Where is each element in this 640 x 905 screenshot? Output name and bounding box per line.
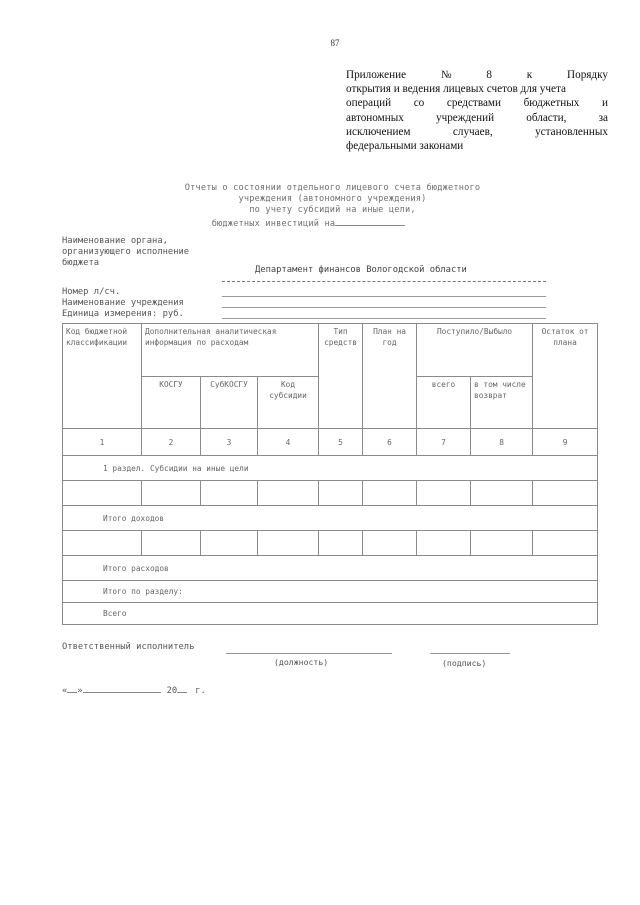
table-row [63,531,598,556]
position-caption: (должность) [274,657,329,667]
table-cell[interactable] [417,481,471,506]
table-cell[interactable] [471,531,533,556]
col-head-subkosgu: СубКОСГУ [201,377,258,429]
appendix-word: бюджетных [523,97,580,110]
col-head-kosgu: КОСГУ [142,377,201,429]
appendix-note [346,68,608,153]
col-number: 6 [363,429,417,456]
col-number: 8 [471,429,533,456]
table-cell[interactable] [319,531,363,556]
section-1-row: 1 раздел. Субсидии на иные цели [63,456,598,481]
organ-label-2: организующего исполнение [62,247,190,257]
report-title-line-2: учреждения (автономного учреждения) [238,194,427,204]
table-cell[interactable] [63,531,142,556]
report-title-line-4 [0,216,640,229]
date-line [62,684,206,696]
account-label: Номер л/сч. [62,287,121,297]
page-number: 87 [330,38,340,48]
table-cell[interactable] [417,531,471,556]
appendix-line-1 [346,68,608,82]
col-number: 7 [417,429,471,456]
appendix-line-5 [346,125,608,139]
col-head-type-funds: Тип средств [319,324,363,429]
account-field-line[interactable] [222,296,546,297]
table-cell[interactable] [201,531,258,556]
organ-label-3: бюджета [62,258,100,268]
appendix-line-6 [346,139,608,153]
col-number: 9 [533,429,598,456]
date-quote-close: » [77,686,83,696]
total-section-row: Итого по разделу: [63,581,598,603]
table-cell[interactable] [142,481,201,506]
appendix-word: Приложение [346,69,407,81]
position-line[interactable] [226,653,392,654]
appendix-line-3 [346,96,608,110]
appendix-word: случаев, [452,125,493,138]
report-date-blank[interactable] [335,216,405,226]
appendix-word: федеральными законами [346,140,464,153]
appendix-line-2 [346,82,608,96]
appendix-word: автономных [346,111,404,124]
col-head-total: всего [417,377,471,429]
report-title-date-label: бюджетных инвестиций на [211,219,336,229]
col-number: 4 [258,429,319,456]
col-head-remainder: Остаток от плана [533,324,598,429]
appendix-word: со [413,97,425,110]
table-cell[interactable] [63,481,142,506]
col-head-additional: Дополнительная аналитическая информация по расходам [142,324,319,377]
date-suffix: г. [195,686,206,696]
date-year-blank[interactable] [177,684,187,693]
appendix-word: № [440,69,452,81]
signature-caption: (подпись) [442,658,487,668]
report-table [62,323,598,625]
appendix-word: 8 [486,69,492,81]
institution-field-line[interactable] [222,307,546,308]
col-head-plan: План на год [363,324,417,429]
date-month-blank[interactable] [83,684,161,693]
grand-total-row: Всего [63,603,598,625]
institution-label: Наименование учреждения [62,298,184,308]
organ-value: Департамент финансов Вологодской области [255,265,467,275]
organ-label-1: Наименование органа, [62,236,168,246]
unit-field-line [222,318,546,319]
table-cell[interactable] [201,481,258,506]
appendix-word: области, [526,111,567,124]
table-cell[interactable] [471,481,533,506]
signature-line[interactable] [430,653,510,654]
total-income-row: Итого доходов [63,506,598,531]
appendix-word: к [526,69,533,81]
date-day-blank[interactable] [67,684,77,693]
col-number: 5 [319,429,363,456]
unit-label: Единица измерения: руб. [62,309,184,319]
report-title-line-1: Отчеты о состоянии отдельного лицевого счета бюджетного [184,183,481,193]
col-number: 3 [201,429,258,456]
appendix-word: установленных [535,125,608,138]
col-head-kod-subsidy: Код субсидии [258,377,319,429]
table-cell[interactable] [533,531,598,556]
table-cell[interactable] [363,531,417,556]
appendix-line-4 [346,111,608,125]
table-cell[interactable] [258,531,319,556]
col-head-incl-return: в том числе возврат [471,377,533,429]
date-year-prefix: 20 [166,686,178,696]
appendix-word: исключением [346,125,411,138]
table-cell[interactable] [363,481,417,506]
col-head-received: Поступило/Выбыло [417,324,533,377]
appendix-word: открытия и ведения лицевых счетов для учета [346,83,566,96]
col-number: 1 [63,429,142,456]
table-cell[interactable] [258,481,319,506]
table-cell[interactable] [142,531,201,556]
appendix-word: учреждений [435,111,495,124]
appendix-word: операций [346,97,392,110]
col-number: 2 [142,429,201,456]
appendix-word: средствами [446,97,501,110]
report-title-line-3: по учету субсидий на иные цели, [249,205,416,215]
organ-underline [222,281,546,282]
table-cell[interactable] [319,481,363,506]
table-cell[interactable] [533,481,598,506]
total-expenses-row: Итого расходов [63,556,598,581]
date-quote-open: « [62,686,68,696]
appendix-word: за [598,111,608,124]
appendix-word: и [601,97,608,110]
table-row [63,481,598,506]
col-head-kod: Код бюджетной классификации [63,324,142,429]
responsible-label: Ответственный исполнитель [62,642,195,652]
column-numbers-row [63,429,598,456]
appendix-word: Порядку [567,69,608,81]
